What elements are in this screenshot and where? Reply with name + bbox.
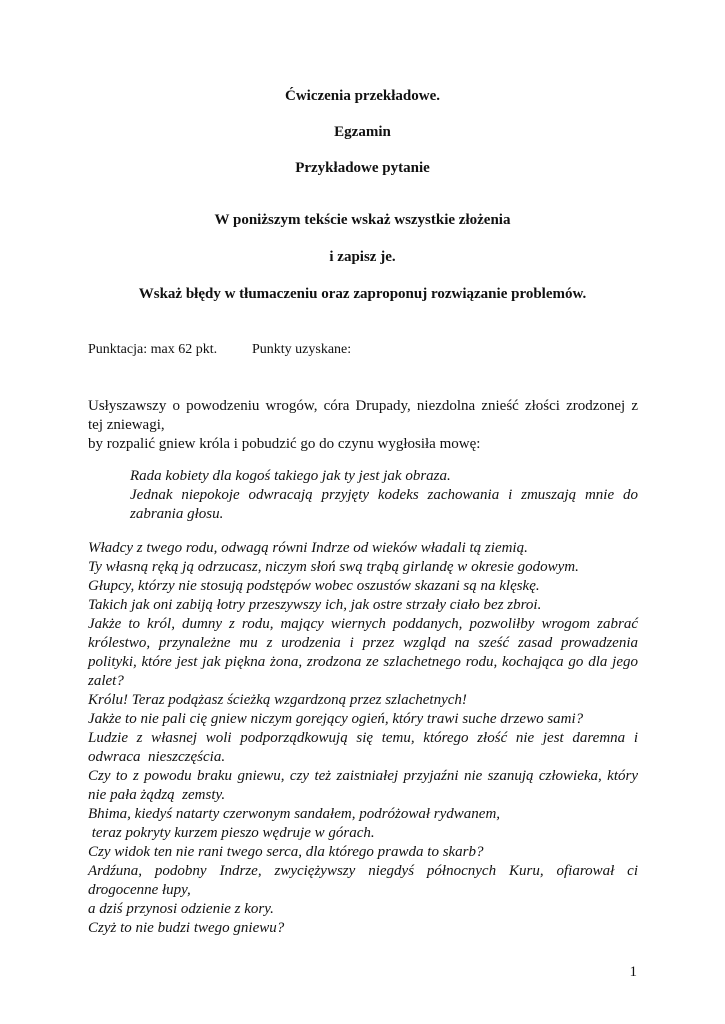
sample-question-heading: Przykładowe pytanie — [295, 160, 430, 176]
verse-line: Głupcy, którzy nie stosują podstępów wobec oszustów skazani są na klęskę. — [88, 578, 540, 594]
intro-line: by rozpalić gniew króla i pobudzić go do czynu wygłosiła mowę: — [88, 436, 481, 452]
obtained-score-label: Punkty uzyskane: — [252, 342, 352, 357]
verse-line: Królu! Teraz podążasz ścieżką wzgardzoną przez szlachetnych! — [88, 692, 467, 708]
verse-line: Władcy z twego rodu, odwagą równi Indrze od wieków władali tą ziemią. — [88, 540, 528, 556]
verse-line: Czy to z powodu braku gniewu, czy też zaistniałej przyjaźni nie szanują człowieka, który — [88, 768, 638, 784]
quote-line: Rada kobiety dla kogoś takiego jak ty jest jak obraza. — [130, 468, 451, 484]
verse-line: odwraca nieszczęścia. — [88, 749, 226, 765]
intro-line: tej zniewagi, — [88, 417, 165, 433]
quote-line: Jednak niepokoje odwracają przyjęty kodeks zachowania i zmuszają mnie do — [130, 487, 638, 503]
verse-line: drogocenne łupy, — [88, 882, 191, 898]
verse-line: zalet? — [88, 673, 124, 689]
exam-heading: Egzamin — [334, 124, 391, 140]
quote-block — [130, 467, 638, 524]
task-instruction-2: i zapisz je. — [329, 249, 396, 265]
verse-line: Ludzie z własnej woli podporządkowują się temu, którego złość nie jest daremna i — [88, 730, 638, 746]
verse-line: Ardźuna, podobny Indrze, zwyciężywszy niegdyś północnych Kuru, ofiarował ci — [88, 863, 638, 879]
speech-paragraph-1 — [88, 539, 638, 805]
verse-line: polityki, które jest jak piękna żona, zrodzona ze szlachetnego rodu, kochająca go dla jego — [88, 654, 638, 670]
task-instruction-1: W poniższym tekście wskaż wszystkie złożenia — [214, 212, 511, 228]
document-title: Ćwiczenia przekładowe. — [285, 88, 440, 104]
verse-line: nie pała żądzą zemsty. — [88, 787, 226, 803]
verse-line: królestwo, przynależne mu z urodzenia i przez wzgląd na sześć zasad prowadzenia — [88, 635, 638, 651]
verse-line: teraz pokryty kurzem pieszo wędruje w górach. — [88, 825, 375, 841]
verse-line: Ty własną ręką ją odrzucasz, niczym słoń swą trąbą girlandę w okresie godowym. — [88, 559, 579, 575]
verse-line: Bhima, kiedyś natarty czerwonym sandałem, podróżował rydwanem, — [88, 806, 501, 822]
verse-line: a dziś przynosi odzienie z kory. — [88, 901, 274, 917]
page-number: 1 — [629, 964, 637, 980]
verse-line: Czyż to nie budzi twego gniewu? — [88, 920, 285, 936]
intro-line: Usłyszawszy o powodzeniu wrogów, córa Drupady, niezdolna znieść złości zrodzonej z — [88, 398, 638, 414]
verse-line: Jakże to król, dumny z rodu, mający wiernych poddanych, pozwoliłby wrogom zabrać — [88, 616, 638, 632]
max-score-label: Punktacja: max 62 pkt. — [88, 342, 218, 357]
speech-paragraph-2 — [88, 805, 638, 938]
verse-line: Takich jak oni zabiją łotry przeszywszy ich, jak ostre strzały ciało bez zbroi. — [88, 597, 542, 613]
task-instruction-3: Wskaż błędy w tłumaczeniu oraz zaproponuj rozwiązanie problemów. — [138, 286, 587, 302]
verse-line: Czy widok ten nie rani twego serca, dla którego prawda to skarb? — [88, 844, 484, 860]
verse-line: Jakże to nie pali cię gniew niczym gorejący ogień, który trawi suche drzewo sami? — [88, 711, 584, 727]
intro-paragraph — [88, 397, 638, 454]
quote-line: zabrania głosu. — [130, 506, 224, 522]
